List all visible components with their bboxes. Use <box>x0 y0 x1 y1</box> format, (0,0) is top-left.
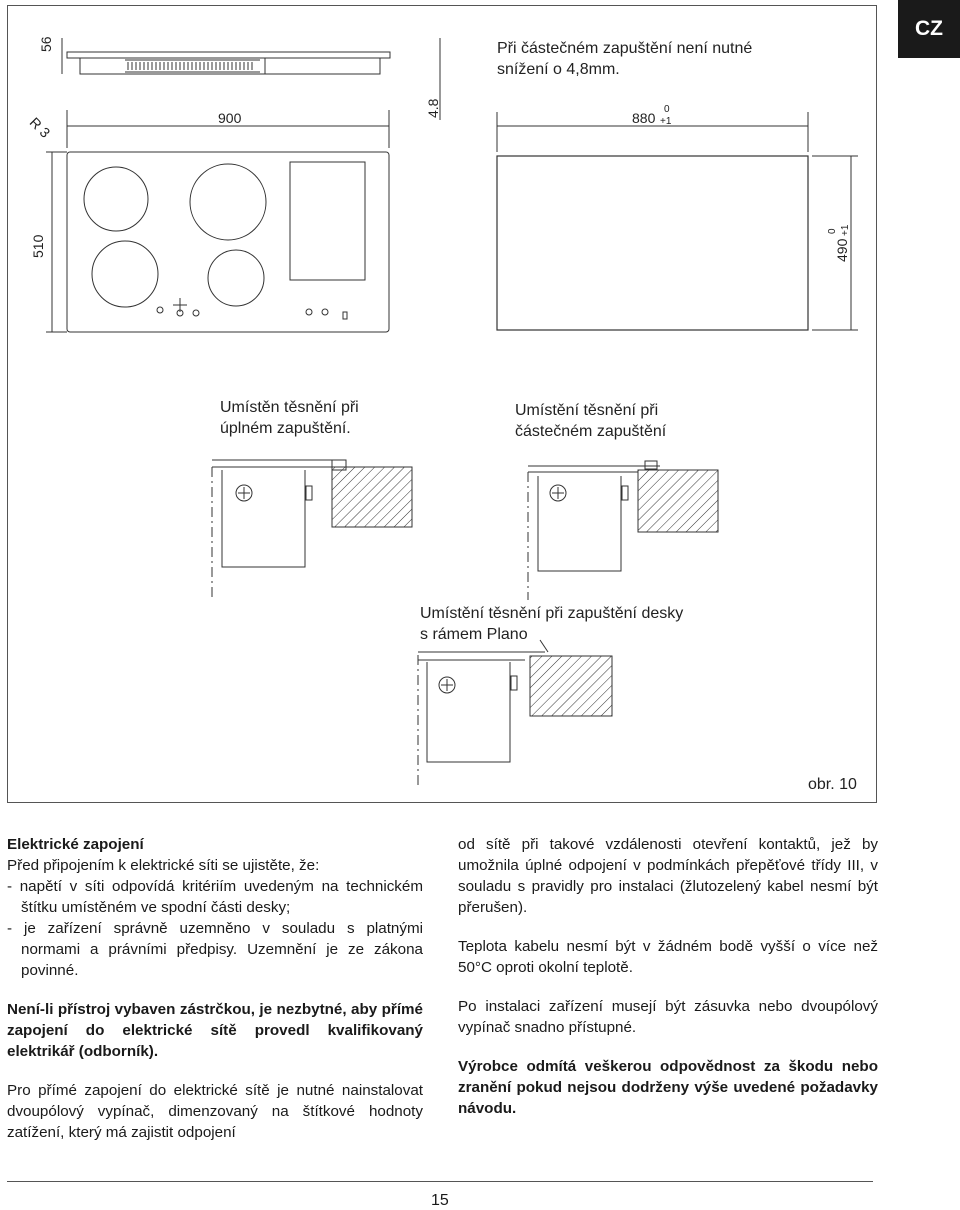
section-plano-frame <box>418 640 612 785</box>
dimension-56: 56 <box>38 36 54 52</box>
dimension-490-tolerance-bottom: +1 <box>840 224 851 236</box>
section-full-flush <box>212 460 412 600</box>
warning-liability: Výrobce odmítá veškerou odpovědnost za škodu nebo zranění pokud nejsou dodrženy výše uvedené požadavky návodu. <box>458 1058 878 1117</box>
dimension-880-tolerance-bottom: +1 <box>660 116 672 127</box>
dimension-880: 880 <box>632 110 656 126</box>
caption-plano-frame: Umístění těsnění při zapuštění desky s rámem Plano <box>420 605 684 643</box>
dimension-900: 900 <box>218 110 242 126</box>
paragraph-temperature: Teplota kabelu nesmí být v žádném bodě vyšší o více než 50°C oproti okolní teplotě. <box>458 938 878 976</box>
side-profile-vents <box>128 62 252 70</box>
hob-side-profile <box>62 38 440 120</box>
intro-text: Před připojením k elektrické síti se ujistěte, že: <box>7 857 320 874</box>
paragraph-disconnect: od sítě při takové vzdálenosti otevření kontaktů, jež by umožnila úplné odpojení v podmínkách přepěťové třídy III, v souladu s pravidly pro instalaci (žlutozelený kabel nesmí být přerušen). <box>458 836 878 916</box>
bullet-voltage: - napětí v síti odpovídá kritériím uvedeným na technickém štítku umístěném ve spodní části desky; <box>7 878 423 916</box>
section-partial-flush <box>528 461 718 600</box>
left-column <box>7 834 423 1143</box>
page-number: 15 <box>431 1192 449 1209</box>
warning-electrician: Není-li přístroj vybaven zástrčkou, je nezbytné, aby přímé zapojení do elektrické sítě provedl kvalifikovaný elektrikář (odborník). <box>7 1001 423 1060</box>
cutout-outline <box>497 156 808 330</box>
right-column <box>458 834 878 1119</box>
section-heading: Elektrické zapojení <box>7 836 144 853</box>
language-tab: CZ <box>898 0 960 58</box>
paragraph-accessibility: Po instalaci zařízení musejí být zásuvka nebo dvoupólový vypínač snadno přístupné. <box>458 998 878 1036</box>
dimension-490: 490 <box>834 238 850 262</box>
dimension-510: 510 <box>30 234 46 258</box>
dimension-880-tolerance-top: 0 <box>664 104 670 115</box>
paragraph-switch: Pro přímé zapojení do elektrické sítě je nutné nainstalovat dvoupólový vypínač, dimenzovaný na štítkové hodnoty zatížení, který má zajistit odpojení <box>7 1082 423 1141</box>
footer-rule <box>7 1181 873 1182</box>
dimension-lines <box>46 110 858 332</box>
caption-partial-flush: Umístění těsnění při částečném zapuštění <box>515 402 667 440</box>
hob-top-view <box>67 152 389 332</box>
partial-flush-note: Při částečném zapuštění není nutné snížení o 4,8mm. <box>497 40 753 78</box>
bullet-grounding: - je zařízení správně uzemněno v souladu s platnými normami a právními předpisy. Uzemnění je ze zákona povinné. <box>7 920 423 979</box>
dimension-4-8: 4.8 <box>425 98 441 118</box>
figure-number: obr. 10 <box>808 776 857 793</box>
dimension-radius: R 3 <box>26 114 54 141</box>
caption-full-flush: Umístěn těsnění při úplném zapuštění. <box>220 399 359 437</box>
dimension-490-tolerance-top: 0 <box>827 228 838 234</box>
